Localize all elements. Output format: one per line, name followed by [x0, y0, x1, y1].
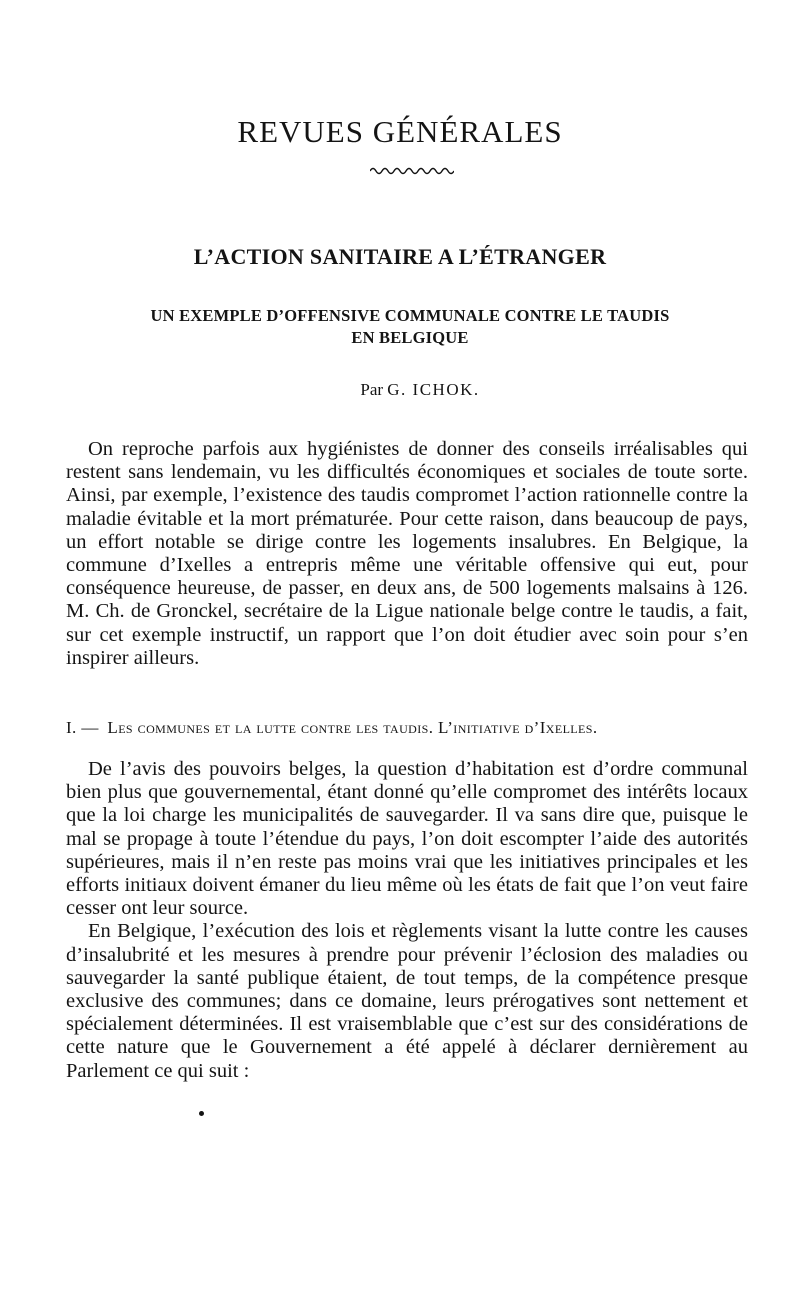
intro-paragraph: On reproche parfois aux hygiénistes de donner des conseils irréalisables qui restent sans lendemain, vu les difficultés économiques et sociales de toute sorte. Ainsi, par exemple, l’existence des taudis compromet l’action rationnelle contre la maladie évitable et la mort prématurée. Pour cette raison, dans beaucoup de pays, un effort notable se dirige contre les logements insalubres. En Belgique, la commune d’Ixelles a entrepris même une véritable offensive qui eut, pour conséquence heureuse, de passer, en deux ans, de 500 logements malsains à 126. M. Ch. de Gronckel, secrétaire de la Ligue nationale belge contre le taudis, a fait, sur cet exemple instructif, un rapport que l’on doit étudier avec soin pour s’en inspirer ailleurs. [66, 438, 748, 669]
section-heading [66, 718, 748, 738]
intro-block [66, 438, 748, 670]
author-name: G. ICHOK. [387, 380, 480, 399]
article-subtitle [100, 305, 720, 349]
section-paragraph-2: En Belgique, l’exécution des lois et règlements visant la lutte contre les causes d’insalubrité et les mesures à prendre pour prévenir l’éclosion des maladies ou sauvegarder la santé publique étaient, de tout temps, de la compétence presque exclusive des communes; dans ce domaine, leurs prérogatives sont nettement et spécialement déterminées. Il est vraisemblable que c’est sur des considérations de cette nature que le Gouvernement a été appelé à déclarer dernièrement au Parlement ce qui suit : [66, 920, 748, 1082]
subtitle-line-1: UN EXEMPLE D’OFFENSIVE COMMUNALE CONTRE LE TAUDIS [150, 306, 670, 325]
section-number: I. — [66, 718, 99, 737]
article-title: L’ACTION SANITAIRE A L’ÉTRANGER [193, 244, 607, 269]
subtitle-line-2: EN BELGIQUE [351, 328, 469, 347]
section-body [66, 758, 748, 1083]
author-prefix: Par [360, 380, 384, 399]
section-heading-text: Les communes et la lutte contre les taudis. L’initiative d’Ixelles. [107, 718, 598, 737]
ink-dot [199, 1111, 204, 1116]
section-paragraph-1: De l’avis des pouvoirs belges, la question d’habitation est d’ordre communal bien plus que gouvernemental, étant donné qu’elle compromet des intérêts locaux que la loi charge les municipalités de sauvegarder. Il va sans dire que, puisque le mal se propage à toute l’étendue du pays, l’on doit escompter l’aide des autorités supérieures, mais il n’en reste pas moins vrai que les initiatives principales et les efforts initiaux doivent émaner du lieu même où les états de fait que l’on veut faire cesser ont leur source. [66, 758, 748, 920]
author-line [0, 380, 800, 400]
wavy-ornament-icon [370, 166, 454, 176]
section-title: REVUES GÉNÉRALES [237, 114, 563, 149]
